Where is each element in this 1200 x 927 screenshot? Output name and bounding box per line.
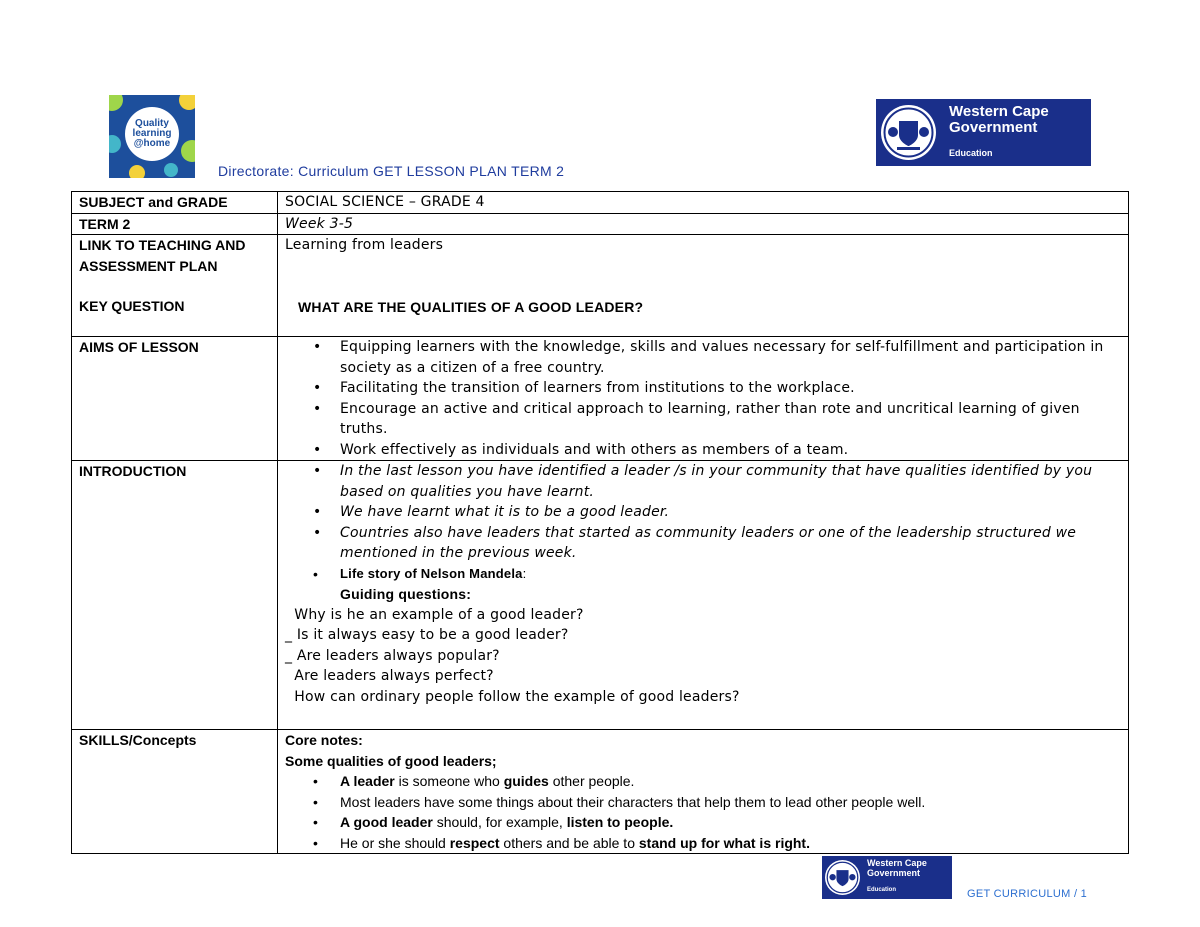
guiding-question: _ Are leaders always popular? bbox=[285, 647, 500, 664]
list-item: • Facilitating the transition of learners from institutions to the workplace. bbox=[285, 378, 1128, 399]
row-introduction bbox=[72, 461, 1129, 730]
row-subject bbox=[72, 192, 1129, 214]
link-value: Learning from leaders bbox=[285, 237, 444, 253]
key-question-label: KEY QUESTION bbox=[79, 298, 185, 314]
row-term bbox=[72, 213, 1129, 235]
guiding-question: How can ordinary people follow the example of good leaders? bbox=[285, 688, 740, 705]
list-item: • Countries also have leaders that started as community leaders or one of the leadership structured we mentioned in the previous week. bbox=[285, 523, 1128, 564]
qualities-title: Some qualities of good leaders; bbox=[285, 752, 497, 769]
crest-icon bbox=[825, 860, 860, 895]
subject-label: SUBJECT and GRADE bbox=[72, 192, 278, 214]
row-aims bbox=[72, 337, 1129, 461]
list-item: • A good leader should, for example, listen to people. bbox=[285, 812, 1128, 833]
aims-list bbox=[285, 337, 1128, 460]
western-cape-logo: Western Cape Government Education bbox=[876, 99, 1091, 166]
row-skills bbox=[72, 730, 1129, 854]
list-item: • Most leaders have some things about their characters that help them to lead other people well. bbox=[285, 792, 1128, 813]
list-item: • A leader is someone who guides other people. bbox=[285, 771, 1128, 792]
guiding-question: _ Is it always easy to be a good leader? bbox=[285, 627, 569, 643]
quality-learning-logo bbox=[109, 95, 195, 178]
guiding-question: Are leaders always perfect? bbox=[285, 668, 494, 684]
list-item: • Equipping learners with the knowledge, skills and values necessary for self-fulfillment and participation in society as a citizen of a free country. bbox=[285, 337, 1128, 378]
list-item: • He or she should respect others and be able to stand up for what is right. bbox=[285, 833, 1128, 854]
intro-list bbox=[285, 461, 1128, 584]
term-label: TERM 2 bbox=[72, 213, 278, 235]
guiding-question: Why is he an example of a good leader? bbox=[285, 606, 584, 623]
term-value: Week 3-5 bbox=[278, 213, 1129, 235]
quality-logo-text: Quality learning @home bbox=[125, 107, 179, 161]
guiding-questions-title: Guiding questions: bbox=[340, 586, 472, 602]
introduction-label: INTRODUCTION bbox=[72, 461, 278, 730]
skills-list bbox=[285, 771, 1128, 853]
page-footer: GET CURRICULUM / 1 bbox=[967, 888, 1088, 900]
list-item: • Life story of Nelson Mandela: bbox=[285, 564, 1128, 585]
crest-icon bbox=[881, 105, 936, 160]
row-link bbox=[72, 235, 1129, 337]
directorate-title: Directorate: Curriculum GET LESSON PLAN TERM 2 bbox=[218, 163, 565, 179]
skills-label: SKILLS/Concepts bbox=[72, 730, 278, 854]
list-item: • Encourage an active and critical approach to learning, rather than rote and uncritical learning of given truths. bbox=[285, 399, 1128, 440]
key-question-value: WHAT ARE THE QUALITIES OF A GOOD LEADER? bbox=[298, 298, 644, 315]
lesson-plan-table bbox=[71, 191, 1129, 854]
list-item: • In the last lesson you have identified a leader /s in your community that have qualities identified by you based on qualities you have learnt. bbox=[285, 461, 1128, 502]
footer-western-cape-logo: Western Cape Government Education bbox=[822, 856, 952, 899]
aims-label: AIMS OF LESSON bbox=[72, 337, 278, 461]
list-item: • We have learnt what it is to be a good leader. bbox=[285, 502, 1128, 523]
list-item: • Work effectively as individuals and with others as members of a team. bbox=[285, 440, 1128, 461]
link-label: LINK TO TEACHING AND ASSESSMENT PLAN bbox=[79, 237, 246, 274]
subject-value: SOCIAL SCIENCE – GRADE 4 bbox=[278, 192, 1129, 214]
core-notes-title: Core notes: bbox=[285, 732, 363, 748]
